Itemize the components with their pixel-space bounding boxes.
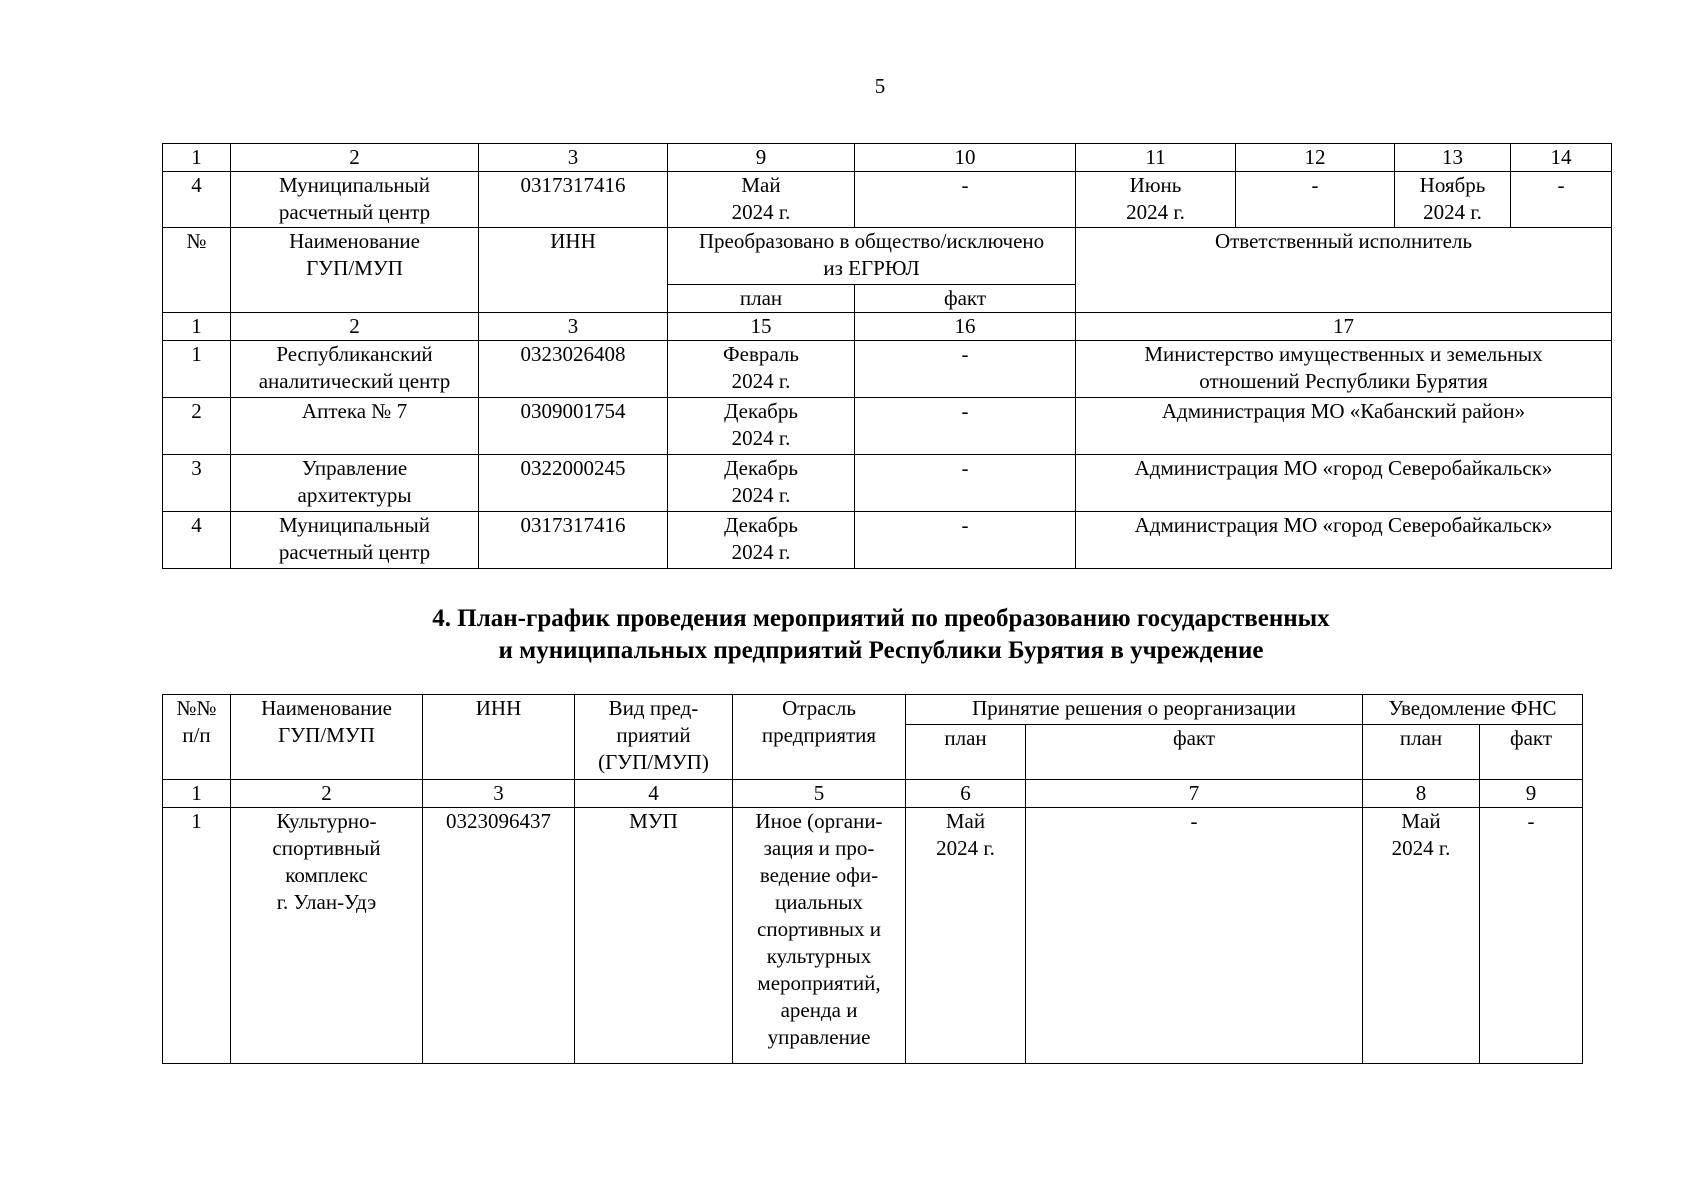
table-cell: 4 [163, 512, 231, 569]
table-cell: - [855, 398, 1076, 455]
header-fact: факт [855, 285, 1076, 313]
header-notice-plan: план [1363, 725, 1480, 780]
table-cell: Муниципальный расчетный центр [231, 172, 479, 228]
table-cell: Министерство имущественных и земельных отношений Республики Бурятия [1076, 341, 1612, 398]
table-row [163, 512, 1612, 569]
table-cell: Май 2024 г. [906, 808, 1026, 1064]
table-cell: Май 2024 г. [1363, 808, 1480, 1064]
table-cell: 0323026408 [479, 341, 668, 398]
header-cell: 6 [906, 780, 1026, 808]
header-cell: 7 [1026, 780, 1363, 808]
header-cell: 4 [575, 780, 733, 808]
header-responsible: Ответственный исполнитель [1076, 228, 1612, 313]
header-type: Вид пред- приятий (ГУП/МУП) [575, 695, 733, 780]
table-cell: Администрация МО «город Северобайкальск» [1076, 455, 1612, 512]
table-cell: 3 [163, 455, 231, 512]
header-cell: 1 [163, 780, 231, 808]
column-numbering-row [163, 313, 1612, 341]
table-row [163, 398, 1612, 455]
column-numbering-row [163, 780, 1583, 808]
header-cell: 5 [733, 780, 906, 808]
table-cell: Муниципальный расчетный центр [231, 512, 479, 569]
table-row [163, 808, 1583, 1064]
header-decision-fact: факт [1026, 725, 1363, 780]
table-cell: Управление архитектуры [231, 455, 479, 512]
reorganization-schedule-table [162, 694, 1583, 1064]
page-number: 5 [874, 74, 886, 98]
header-cell: 11 [1076, 144, 1236, 172]
header-cell: 14 [1511, 144, 1612, 172]
table-cell: МУП [575, 808, 733, 1064]
header-cell: 17 [1076, 313, 1612, 341]
table-cell: Администрация МО «город Северобайкальск» [1076, 512, 1612, 569]
table-cell: 0317317416 [479, 512, 668, 569]
header-cell: 13 [1395, 144, 1511, 172]
table-cell: 0322000245 [479, 455, 668, 512]
table-cell: Май 2024 г. [668, 172, 855, 228]
table-row [163, 172, 1612, 228]
table-cell: Февраль 2024 г. [668, 341, 855, 398]
header-cell: 2 [231, 144, 479, 172]
table-cell: - [1480, 808, 1583, 1064]
column-numbering-row [163, 144, 1612, 172]
table-cell: Иное (органи- зация и про- ведение офи- циальных спортивных и культурных мероприятий, аренда и управление [733, 808, 906, 1064]
table-cell: 0309001754 [479, 398, 668, 455]
table-cell: 2 [163, 398, 231, 455]
header-cell: 3 [423, 780, 575, 808]
header-cell: 1 [163, 144, 231, 172]
header-decision-plan: план [906, 725, 1026, 780]
header-cell: 2 [231, 313, 479, 341]
table-cell: Администрация МО «Кабанский район» [1076, 398, 1612, 455]
table-cell: - [1026, 808, 1363, 1064]
header-inn: ИНН [423, 695, 575, 780]
table-cell: 1 [163, 341, 231, 398]
table-cell: - [1511, 172, 1612, 228]
header-name: Наименование ГУП/МУП [231, 228, 479, 313]
table-cell: Декабрь 2024 г. [668, 398, 855, 455]
table-cell: Июнь 2024 г. [1076, 172, 1236, 228]
header-inn: ИНН [479, 228, 668, 313]
table-cell: - [855, 172, 1076, 228]
header-row [163, 228, 1612, 285]
header-row [163, 695, 1583, 725]
table-cell: 0323096437 [423, 808, 575, 1064]
table-row [163, 455, 1612, 512]
header-transformed: Преобразовано в общество/исключено из ЕГРЮЛ [668, 228, 1076, 285]
table-cell: 1 [163, 808, 231, 1064]
table-cell: Декабрь 2024 г. [668, 512, 855, 569]
header-cell: 15 [668, 313, 855, 341]
header-plan: план [668, 285, 855, 313]
section-heading: 4. План-график проведения мероприятий по преобразованию государственных и муниципальных предприятий Республики Бурятия в учреждение [432, 605, 1330, 664]
privatization-continuation-table [162, 143, 1612, 569]
table-cell: Ноябрь 2024 г. [1395, 172, 1511, 228]
table-cell: - [855, 512, 1076, 569]
header-industry: Отрасль предприятия [733, 695, 906, 780]
header-cell: 9 [668, 144, 855, 172]
table-cell: Республиканский аналитический центр [231, 341, 479, 398]
header-cell: 3 [479, 313, 668, 341]
table-cell: - [855, 341, 1076, 398]
header-cell: 8 [1363, 780, 1480, 808]
header-cell: 3 [479, 144, 668, 172]
header-cell: 1 [163, 313, 231, 341]
table-cell: - [1236, 172, 1395, 228]
header-cell: 12 [1236, 144, 1395, 172]
header-name: Наименование ГУП/МУП [231, 695, 423, 780]
table-cell: 4 [163, 172, 231, 228]
table-cell: Аптека № 7 [231, 398, 479, 455]
header-notice-fact: факт [1480, 725, 1583, 780]
header-cell: 9 [1480, 780, 1583, 808]
header-num: № [163, 228, 231, 313]
table-cell: Декабрь 2024 г. [668, 455, 855, 512]
header-notice: Уведомление ФНС [1363, 695, 1583, 725]
table-row [163, 341, 1612, 398]
table-cell: 0317317416 [479, 172, 668, 228]
header-cell: 10 [855, 144, 1076, 172]
header-decision: Принятие решения о реорганизации [906, 695, 1363, 725]
table-cell: - [855, 455, 1076, 512]
header-num: №№ п/п [163, 695, 231, 780]
table-cell: Культурно- спортивный комплекс г. Улан-Удэ [231, 808, 423, 1064]
header-cell: 16 [855, 313, 1076, 341]
header-cell: 2 [231, 780, 423, 808]
